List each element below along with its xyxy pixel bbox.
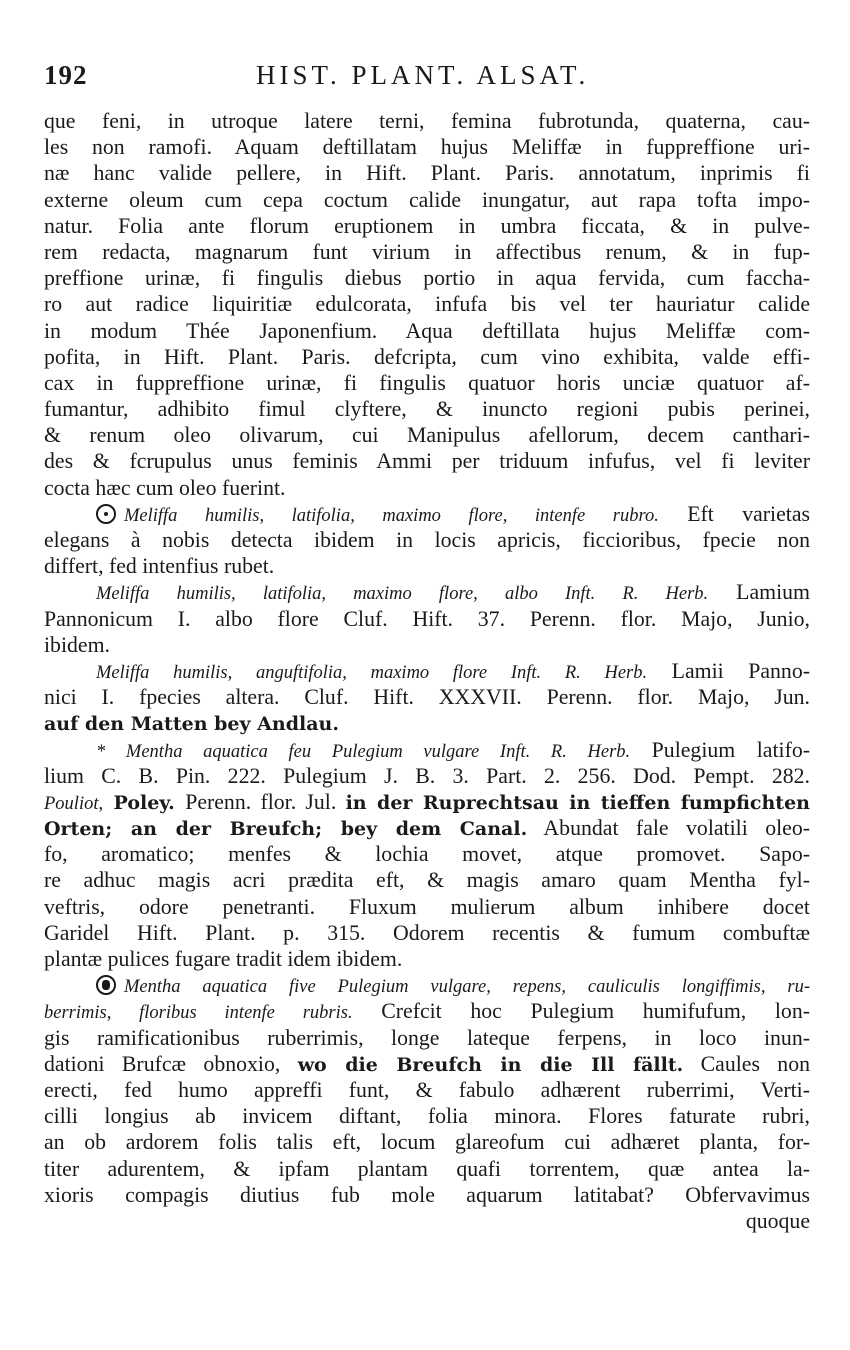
text-line: an ob ardorem folis talis eft, locum glareofum cui adhæret planta, for-: [44, 1130, 810, 1155]
text-line: nici I. fpecies altera. Cluf. Hift. XXXVII. Perenn. flor. Majo, Jun.: [44, 685, 810, 710]
text-line: fumantur, adhibito fimul clyftere, & inuncto regioni pubis perinei,: [44, 397, 810, 422]
entry-text: dationi Brufcæ obnoxio,: [44, 1051, 298, 1076]
text-line: externe oleum cum cepa coctum calide inungatur, aut rapa tofta impo-: [44, 187, 810, 212]
text-line: cax in fuppreffione urinæ, fi fingulis quatuor horis unciæ quatuor af-: [44, 370, 810, 395]
text-line: des & fcrupulus unus feminis Ammi per triduum infufus, vel fi leviter: [44, 449, 810, 474]
species-name: Meliffa humilis, anguftifolia, maximo flore Inft. R. Herb.: [96, 662, 648, 683]
german-locality: in der Ruprechtsau in tieffen fumpfichten: [345, 791, 810, 814]
entry-text: Lamii Panno-: [647, 658, 810, 683]
text-line: pofita, in Hift. Plant. Paris. defcripta, cum vino exhibita, valde effi-: [44, 344, 810, 369]
species-name: * Mentha aquatica feu Pulegium vulgare Inft. R. Herb.: [96, 741, 631, 762]
entry-heading: [44, 737, 810, 763]
entry-heading: [44, 579, 810, 605]
german-name: Poley.: [103, 791, 186, 814]
text-line: plantæ pulices fugare tradit idem ibidem.: [44, 947, 403, 971]
text-line: xioris compagis diutius fub mole aquarum latitabat? Obfervavimus: [44, 1182, 810, 1207]
text-line: titer adurentem, & ipfam plantam quafi torrentem, quæ antea la-: [44, 1156, 810, 1181]
entry-text: Pulegium latifo-: [630, 737, 810, 762]
species-name: Mentha aquatica five Pulegium vulgare, repens, cauliculis longiffimis, ru-: [124, 977, 810, 998]
text-line: ibidem.: [44, 632, 110, 657]
entry-heading: [44, 501, 810, 527]
entry-text: Caules non: [683, 1051, 811, 1076]
french-name: Pouliot,: [44, 793, 104, 814]
text-line: ro aut radice liquiritiæ edulcorata, infufa bis vel ter hauriatur calide: [44, 292, 810, 317]
german-locality: Orten; an der Breufch; bey dem Canal.: [44, 818, 528, 841]
entry-heading: [44, 658, 810, 684]
species-name: berrimis, floribus intenfe rubris.: [44, 1003, 353, 1024]
text-line: næ hanc valide pellere, in Hift. Plant. Paris. annotatum, inprimis fi: [44, 161, 810, 186]
entry-heading: [44, 972, 810, 998]
text-line: rem redacta, magnarum funt virium in affectibus renum, & in fup-: [44, 239, 810, 264]
text-line: cocta hæc cum oleo fuerint.: [44, 475, 286, 500]
entry-text: Eft varietas: [658, 501, 810, 526]
text-line: [44, 1051, 810, 1077]
german-locality: wo die Breufch in die Ill fällt.: [297, 1053, 684, 1076]
species-name: Meliffa humilis, latifolia, maximo flore, albo Inft. R. Herb.: [96, 584, 709, 605]
text-line: re adhuc magis acri prædita eft, & magis amaro quam Mentha fyl-: [44, 868, 810, 893]
german-locality: auf den Matten bey Andlau.: [44, 713, 339, 736]
text-line: gis ramificationibus ruberrimis, longe lateque ferpens, in loco inun-: [44, 1025, 810, 1050]
entry-text: Abundat fale volatili oleo-: [527, 816, 811, 841]
page-number: 192: [44, 60, 88, 90]
text-line: & renum oleo olivarum, cui Manipulus afellorum, decem canthari-: [44, 423, 810, 448]
species-name: Meliffa humilis, latifolia, maximo flore, intenfe rubro.: [124, 505, 659, 526]
entry-text: Lamium: [708, 580, 810, 605]
text-line: [44, 789, 810, 815]
text-line: fo, aromatico; menfes & lochia movet, atque promovet. Sapo-: [44, 842, 810, 867]
text-line: Garidel Hift. Plant. p. 315. Odorem recentis & fumum combuftæ: [44, 920, 810, 945]
entry-text: Perenn. flor. Jul.: [185, 789, 346, 814]
page-header: [44, 60, 804, 100]
text-line: Pannonicum I. albo flore Cluf. Hift. 37. Perenn. flor. Majo, Junio,: [44, 606, 810, 631]
running-title: HIST. PLANT. ALSAT.: [256, 60, 590, 90]
body-text: [44, 108, 810, 1234]
text-line: preffione urinæ, fi fingulis diebus portio in aqua fervida, cum faccha-: [44, 266, 810, 291]
text-line: [44, 710, 810, 736]
text-line: in modum Thée Japonenfium. Aqua deftillata hujus Meliffæ com-: [44, 318, 810, 343]
text-line: les non ramofi. Aquam deftillatam hujus Meliffæ in fuppreffione uri-: [44, 135, 810, 160]
text-line: que feni, in utroque latere terni, femina fubrotunda, quaterna, cau-: [44, 109, 810, 133]
text-line: natur. Folia ante florum eruptionem in umbra ficcata, & in pulve-: [44, 213, 810, 238]
catchword: quoque: [745, 1208, 810, 1233]
sun-symbol-icon: [96, 504, 116, 524]
text-line: erecti, fed humo appreffi funt, & fabulo adhærent ruberrimi, Verti-: [44, 1077, 810, 1102]
text-line: differt, fed intenfius rubet.: [44, 554, 275, 579]
text-line: cilli longius ab invicem diftant, folia minora. Flores faturate rubri,: [44, 1104, 810, 1129]
filled-circle-symbol-icon: [96, 975, 116, 995]
text-line: veftris, odore penetranti. Fluxum mulierum album inhibere docet: [44, 894, 810, 919]
text-line: [44, 815, 810, 841]
text-line: elegans à nobis detecta ibidem in locis apricis, ficcioribus, fpecie non: [44, 528, 810, 552]
text-line: [44, 998, 810, 1024]
text-line: lium C. B. Pin. 222. Pulegium J. B. 3. Part. 2. 256. Dod. Pempt. 282.: [44, 763, 810, 788]
entry-text: Crefcit hoc Pulegium humifufum, lon-: [352, 999, 810, 1024]
